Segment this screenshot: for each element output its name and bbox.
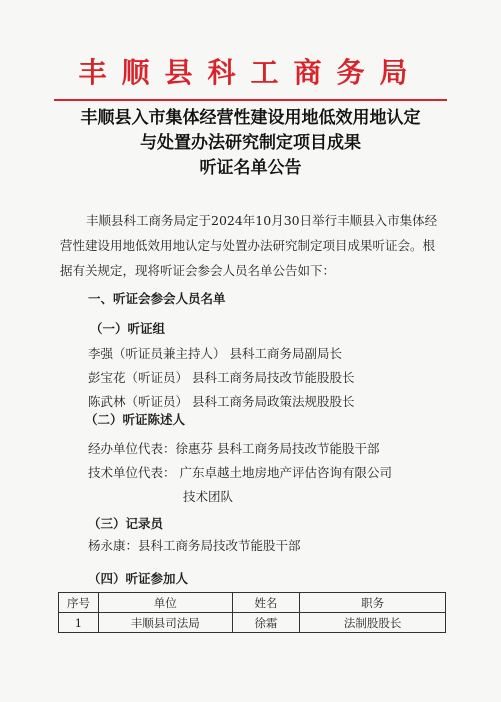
member-line: 李强（听证员兼主持人） 县科工商务局副局长 — [88, 346, 342, 361]
group-heading-hearing-panel: （一）听证组 — [90, 321, 166, 336]
table-cell: 丰顺县司法局 — [98, 613, 232, 633]
document-title-line-2: 与处置办法研究制定项目成果 — [140, 133, 361, 153]
member-line: 陈武林（听证员） 县科工商务局政策法规股股长 — [88, 394, 355, 409]
column-header: 序号 — [59, 593, 99, 613]
column-header: 职务 — [300, 593, 446, 613]
table-cell: 法制股股长 — [300, 613, 446, 633]
group-heading-recorder: （三）记录员 — [88, 516, 164, 531]
intro-paragraph: 丰顺县科工商务局定于2024年10月30日举行丰顺县入市集体经营性建设用地低效用地认定与处置办法研究制定项目成果听证会。根据有关规定，现将听证会参会人员名单公告如下： — [60, 213, 438, 278]
group-heading-presenters: （二）听证陈述人 — [85, 412, 186, 427]
table-cell: 徐霜 — [232, 613, 300, 633]
presenter-line: 经办单位代表：徐惠芬 县科工商务局技改节能股干部 — [88, 441, 380, 456]
red-divider-line — [54, 99, 447, 101]
column-header: 单位 — [98, 593, 232, 613]
table-header-row — [59, 593, 446, 613]
column-header: 姓名 — [232, 593, 300, 613]
presenter-line-continued: 技术团队 — [183, 489, 234, 504]
document-title-line-1: 丰顺县入市集体经营性建设用地低效用地认定 — [80, 108, 421, 128]
participants-table — [58, 592, 446, 633]
presenter-line: 技术单位代表： 广东卓越土地房地产评估咨询有限公司 — [88, 465, 392, 480]
section-heading: 一、听证会参会人员名单 — [88, 291, 226, 306]
document-title-line-3: 听证名单公告 — [199, 158, 302, 178]
agency-header: 丰顺县科工商务局 — [78, 56, 423, 89]
recorder-line: 杨永康：县科工商务局技改节能股干部 — [88, 538, 301, 553]
member-line: 彭宝花（听证员） 县科工商务局技改节能股股长 — [88, 370, 355, 385]
table-row — [59, 613, 446, 633]
table-cell: 1 — [59, 613, 99, 633]
group-heading-participants: （四）听证参加人 — [88, 571, 189, 586]
